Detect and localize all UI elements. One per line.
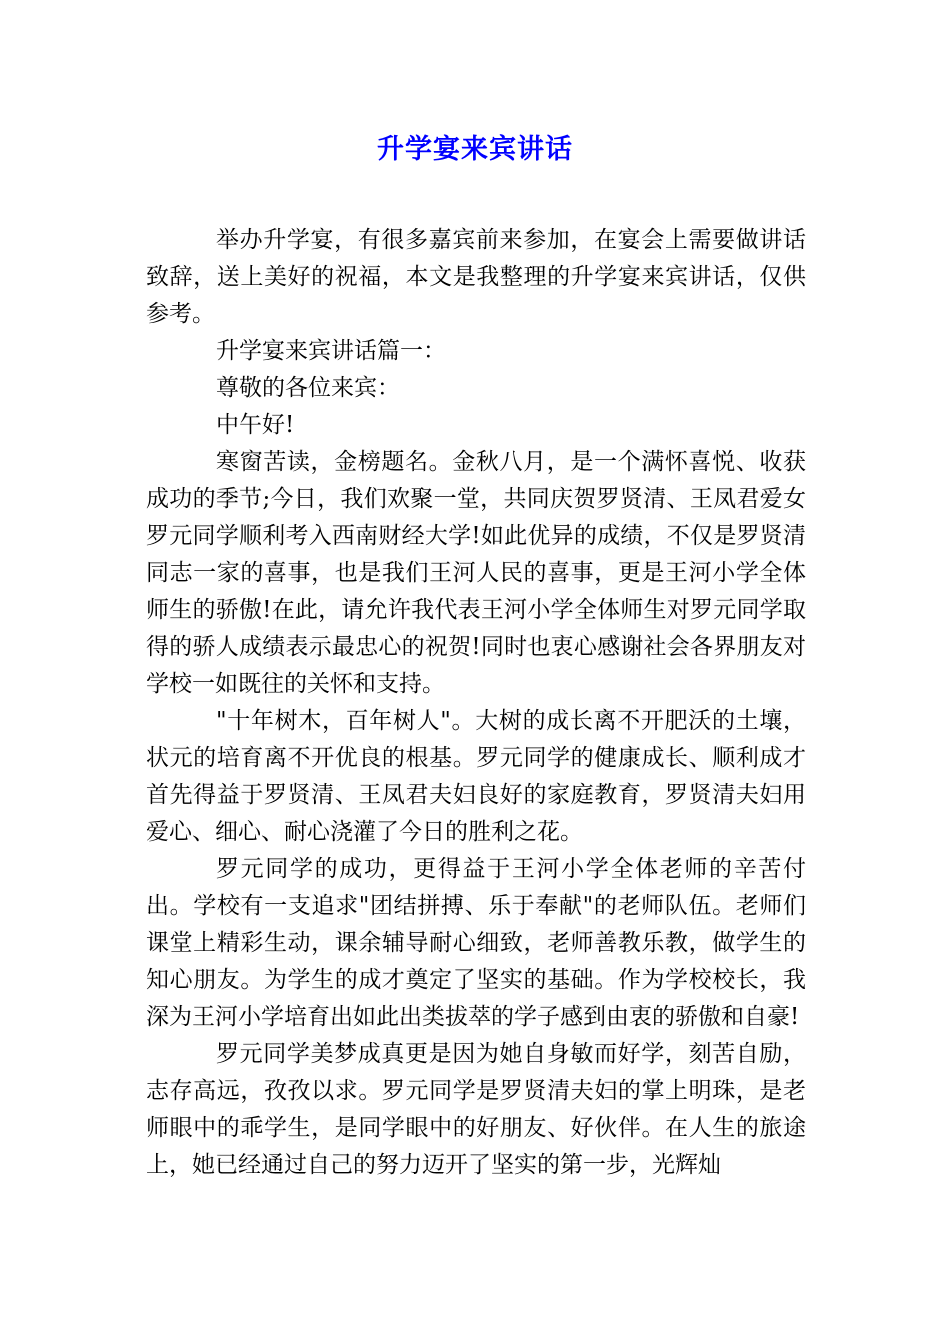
document-title: 升学宴来宾讲话: [377, 134, 573, 165]
paragraph-body-2: "十年树木，百年树人"。大树的成长离不开肥沃的土壤，状元的培育离不开优良的根基。罗元同学的健康成长、顺利成才首先得益于罗贤清、王凤君夫妇良好的家庭教育，罗贤清夫妇用爱心、细心、耐心浇灌了今日的胜利之花。: [146, 708, 806, 845]
paragraph-greeting: 中午好!: [216, 412, 295, 438]
paragraph-salutation: 尊敬的各位来宾：: [216, 375, 400, 401]
document-body: [146, 222, 806, 1184]
paragraph-section-heading: 升学宴来宾讲话篇一：: [216, 338, 446, 364]
paragraph-body-3: 罗元同学的成功，更得益于王河小学全体老师的辛苦付出。学校有一支追求"团结拼搏、乐于奉献"的老师队伍。老师们课堂上精彩生动，课余辅导耐心细致，老师善教乐教，做学生的知心朋友。为学生的成才奠定了坚实的基础。作为学校校长，我深为王河小学培育出如此出类拔萃的学子感到由衷的骄傲和自豪!: [146, 856, 806, 1030]
paragraph-body-4: 罗元同学美梦成真更是因为她自身敏而好学，刻苦自励，志存高远，孜孜以求。罗元同学是罗贤清夫妇的掌上明珠，是老师眼中的乖学生，是同学眼中的好朋友、好伙伴。在人生的旅途上，她已经通过自己的努力迈开了坚实的第一步，光辉灿: [146, 1041, 806, 1178]
paragraph-body-1: 寒窗苦读，金榜题名。金秋八月，是一个满怀喜悦、收获成功的季节;今日，我们欢聚一堂，共同庆贺罗贤清、王凤君爱女罗元同学顺利考入西南财经大学!如此优异的成绩，不仅是罗贤清同志一家的喜事，也是我们王河人民的喜事，更是王河小学全体师生的骄傲!在此，请允许我代表王河小学全体师生对罗元同学取得的骄人成绩表示最忠心的祝贺!同时也衷心感谢社会各界朋友对学校一如既往的关怀和支持。: [146, 449, 806, 697]
paragraph-intro: 举办升学宴，有很多嘉宾前来参加，在宴会上需要做讲话致辞，送上美好的祝福，本文是我整理的升学宴来宾讲话，仅供参考。: [146, 227, 806, 327]
